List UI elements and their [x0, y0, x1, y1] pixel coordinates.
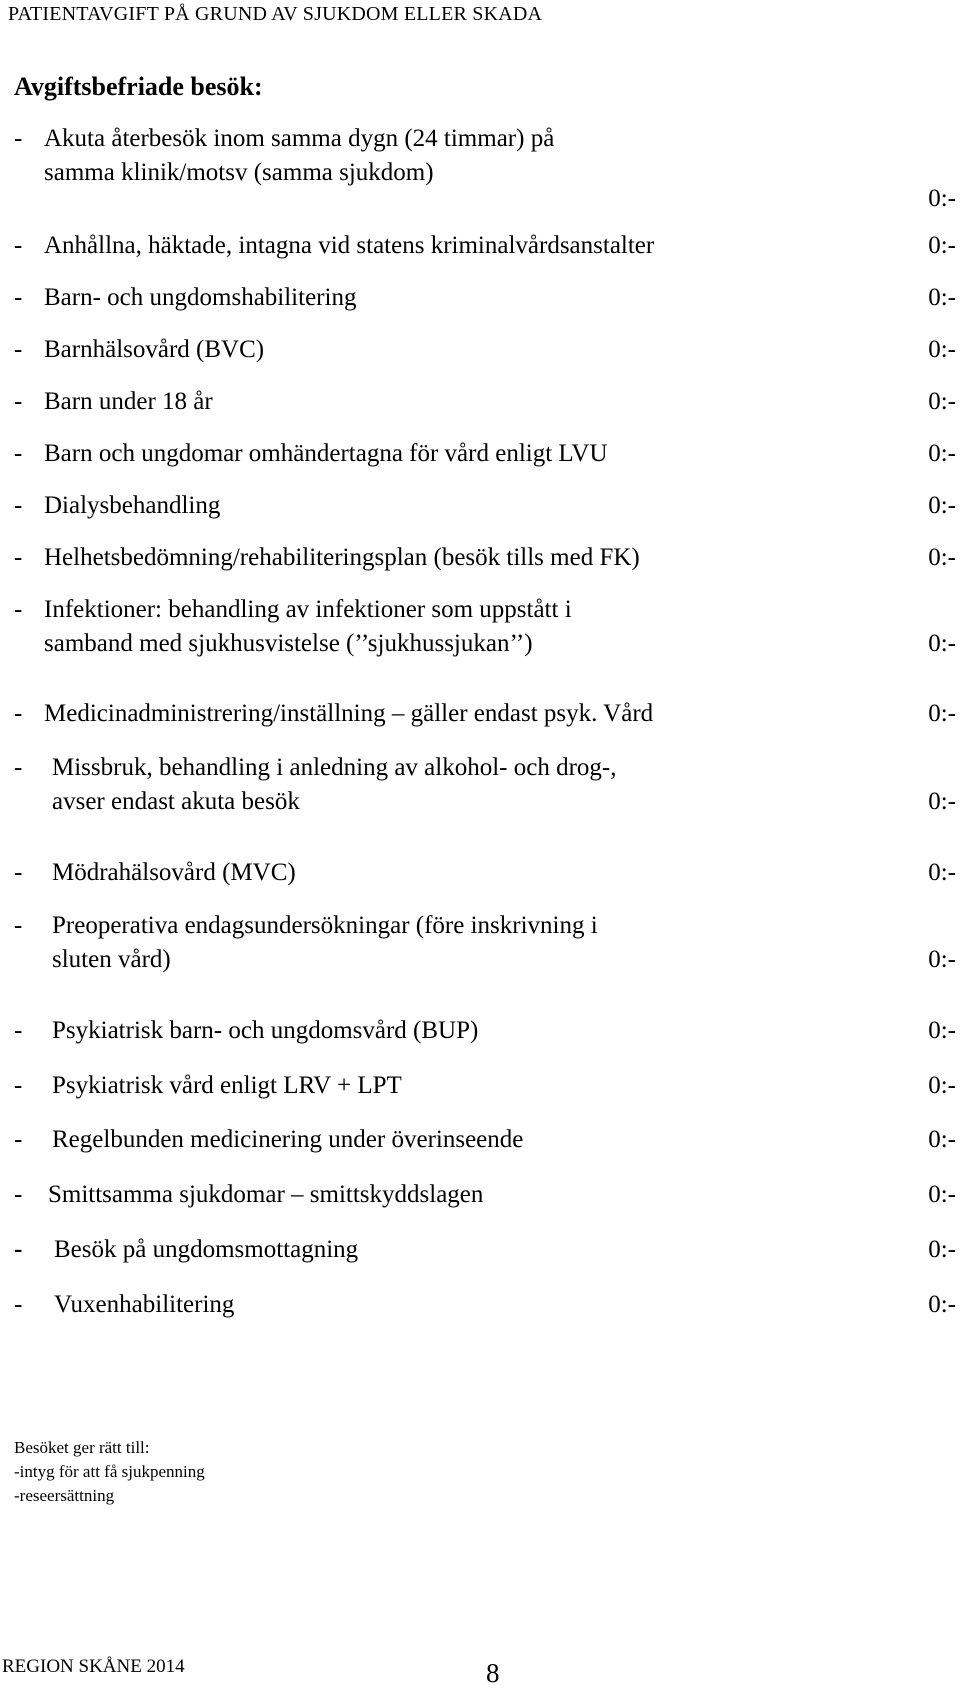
list-item: [0, 593, 960, 663]
list-item-text: Mödrahälsovård (MVC): [52, 859, 296, 886]
list-dash: -: [14, 859, 23, 886]
list-dash: -: [14, 754, 23, 781]
list-item-text: [52, 909, 598, 977]
list-item-price: 0:-: [928, 1291, 956, 1318]
list-dash: -: [14, 700, 23, 727]
list-item: [0, 751, 960, 821]
footnote-line: Besöket ger rätt till:: [14, 1438, 150, 1457]
list-item-line: Preoperativa endagsundersökningar (före inskrivning i: [52, 912, 598, 939]
list-item-price: 0:-: [928, 630, 956, 657]
list-dash: -: [14, 544, 23, 571]
list-item-text: [44, 122, 554, 190]
list-dash: -: [14, 1072, 23, 1099]
list-dash: -: [14, 1291, 23, 1318]
list-item-price: 0:-: [928, 232, 956, 259]
list-item-price: 0:-: [928, 1072, 956, 1099]
list-item-line: samma klinik/motsv (samma sjukdom): [44, 159, 434, 186]
list-item-price: 0:-: [928, 1181, 956, 1208]
footnote-line: -reseersättning: [14, 1486, 115, 1505]
list-item-price: 0:-: [928, 859, 956, 886]
list-item-line: Akuta återbesök inom samma dygn (24 timmar) på: [44, 125, 555, 152]
list-item-line: avser endast akuta besök: [52, 788, 300, 815]
list-dash: -: [14, 388, 23, 415]
list-item-text: Barnhälsovård (BVC): [44, 336, 265, 363]
list-item-text: [52, 751, 616, 819]
list-item: [0, 122, 960, 232]
list-item-text: Psykiatrisk barn- och ungdomsvård (BUP): [52, 1017, 479, 1044]
list-item-text: Besök på ungdomsmottagning: [54, 1236, 359, 1263]
list-item-text: Psykiatrisk vård enligt LRV + LPT: [52, 1072, 402, 1099]
list-item-line: samband med sjukhusvistelse (’’sjukhussjukan’’): [44, 630, 533, 657]
list-item-line: sluten vård): [52, 946, 171, 973]
page-number: 8: [486, 1658, 500, 1688]
list-dash: -: [14, 336, 23, 363]
list-item-text: Smittsamma sjukdomar – smittskyddslagen: [48, 1181, 484, 1208]
list-item-price: 0:-: [928, 336, 956, 363]
list-dash: -: [14, 492, 23, 519]
list-dash: -: [14, 1181, 23, 1208]
list-dash: -: [14, 1017, 23, 1044]
list-item-text: Barn- och ungdomshabilitering: [44, 284, 357, 311]
footer-org: REGION SKÅNE 2014: [2, 1656, 185, 1677]
list-item-price: 0:-: [928, 1236, 956, 1263]
list-item-price: 0:-: [928, 544, 956, 571]
list-item-price: 0:-: [928, 788, 956, 815]
list-item-line: Infektioner: behandling av infektioner som uppstått i: [44, 596, 572, 623]
list-item-text: Anhållna, häktade, intagna vid statens kriminalvårdsanstalter: [44, 232, 655, 259]
list-dash: -: [14, 596, 23, 623]
footnote: [14, 1436, 205, 1508]
list-item-text: Medicinadministrering/inställning – gäller endast psyk. Vård: [44, 700, 654, 727]
list-item-price: 0:-: [928, 284, 956, 311]
list-item-price: 0:-: [928, 388, 956, 415]
list-item-text: [44, 593, 572, 661]
list-item-text: Helhetsbedömning/rehabiliteringsplan (besök tills med FK): [44, 544, 640, 571]
list-item: [0, 909, 960, 979]
list-item-text: Barn under 18 år: [44, 388, 213, 415]
list-dash: -: [14, 232, 23, 259]
list-item-price: 0:-: [928, 1126, 956, 1153]
list-item-price: 0:-: [928, 946, 956, 973]
page-header: PATIENTAVGIFT PÅ GRUND AV SJUKDOM ELLER SKADA: [8, 3, 543, 25]
footnote-line: -intyg för att få sjukpenning: [14, 1462, 205, 1481]
list-item-price: 0:-: [928, 492, 956, 519]
list-item-price: 0:-: [928, 185, 956, 212]
list-item-text: Vuxenhabilitering: [54, 1291, 235, 1318]
list-item-price: 0:-: [928, 440, 956, 467]
list-dash: -: [14, 284, 23, 311]
list-dash: -: [14, 440, 23, 467]
list-item-price: 0:-: [928, 700, 956, 727]
list-dash: -: [14, 1126, 23, 1153]
section-heading: Avgiftsbefriade besök:: [14, 72, 263, 101]
list-item-text: Regelbunden medicinering under överinseende: [52, 1126, 524, 1153]
list-item-text: Barn och ungdomar omhändertagna för vård enligt LVU: [44, 440, 608, 467]
list-item-text: Dialysbehandling: [44, 492, 221, 519]
list-item-line: Missbruk, behandling i anledning av alkohol- och drog-,: [52, 754, 617, 781]
list-item-price: 0:-: [928, 1017, 956, 1044]
list-dash: -: [14, 1236, 23, 1263]
list-dash: -: [14, 912, 23, 939]
list-dash: -: [14, 125, 23, 152]
